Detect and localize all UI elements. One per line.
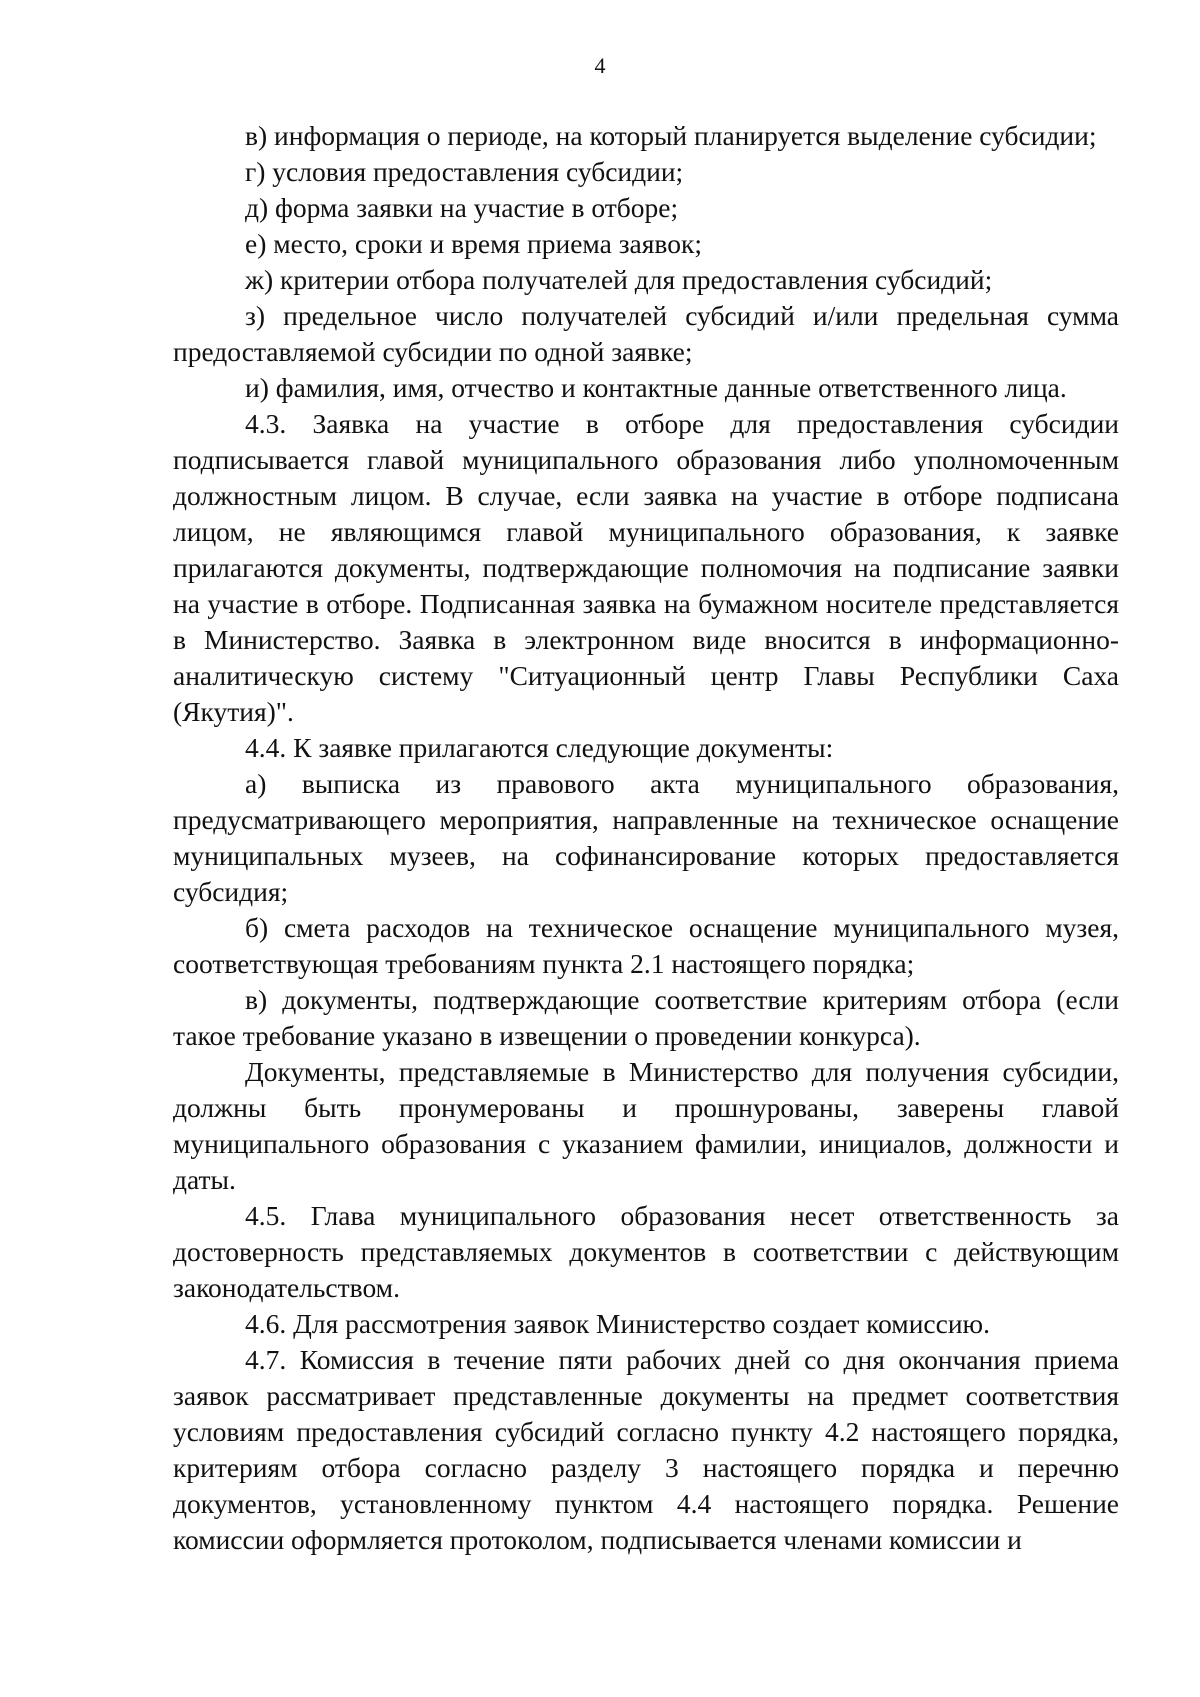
paragraph-item-a: а) выписка из правового акта муниципального образования, предусматривающего мероприятия, направленные на техническое оснащение муниципальных музеев, на софинансирование которых предоставляется субсидия; <box>173 768 1119 907</box>
paragraph-item-g: г) условия предоставления субсидии; <box>245 156 684 187</box>
paragraph-item-z: з) предельное число получателей субсидий и/или предельная сумма предоставляемой субсидии по одной заявке; <box>173 300 1119 367</box>
document-body <box>173 118 1119 1558</box>
paragraph-item-v: в) информация о периоде, на который планируется выделение субсидии; <box>245 120 1097 151</box>
paragraph-item-d: д) форма заявки на участие в отборе; <box>245 192 679 223</box>
paragraph-item-v-docs: в) документы, подтверждающие соответствие критериям отбора (если такое требование указано в извещении о проведении конкурса). <box>173 984 1119 1051</box>
paragraph-section-4-4: 4.4. К заявке прилагаются следующие документы: <box>245 732 834 763</box>
paragraph-item-b: б) смета расходов на техническое оснащение муниципального музея, соответствующая требованиям пункта 2.1 настоящего порядка; <box>173 912 1119 979</box>
paragraph-section-4-5: 4.5. Глава муниципального образования несет ответственность за достоверность представляемых документов в соответствии с действующим законодательством. <box>173 1200 1119 1303</box>
paragraph-item-zh: ж) критерии отбора получателей для предоставления субсидий; <box>245 264 993 295</box>
paragraph-item-e: е) место, сроки и время приема заявок; <box>245 228 702 259</box>
page-number: 4 <box>594 53 606 78</box>
paragraph-section-4-6: 4.6. Для рассмотрения заявок Министерство создает комиссию. <box>245 1308 990 1339</box>
paragraph-section-4-3: 4.3. Заявка на участие в отборе для предоставления субсидии подписывается главой муниципального образования либо уполномоченным должностным лицом. В случае, если заявка на участие в отборе подписана лицом, не являющимся главой муниципального образования, к заявке прилагаются документы, подтверждающие полномочия на подписание заявки на участие в отборе. Подписанная заявка на бумажном носителе представляется в Министерство. Заявка в электронном виде вносится в информационно-аналитическую систему "Ситуационный центр Главы Республики Саха (Якутия)". <box>173 408 1119 727</box>
paragraph-section-4-7: 4.7. Комиссия в течение пяти рабочих дней со дня окончания приема заявок рассматривает представленные документы на предмет соответствия условиям предоставления субсидий согласно пункту 4.2 настоящего порядка, критериям отбора согласно разделу 3 настоящего порядка и перечню документов, установленному пунктом 4.4 настоящего порядка. Решение комиссии оформляется протоколом, подписывается членами комиссии и <box>173 1344 1119 1555</box>
paragraph-item-i: и) фамилия, имя, отчество и контактные данные ответственного лица. <box>245 372 1067 403</box>
paragraph-documents-certification: Документы, представляемые в Министерство для получения субсидии, должны быть пронумерованы и прошнурованы, заверены главой муниципального образования с указанием фамилии, инициалов, должности и даты. <box>173 1056 1119 1195</box>
